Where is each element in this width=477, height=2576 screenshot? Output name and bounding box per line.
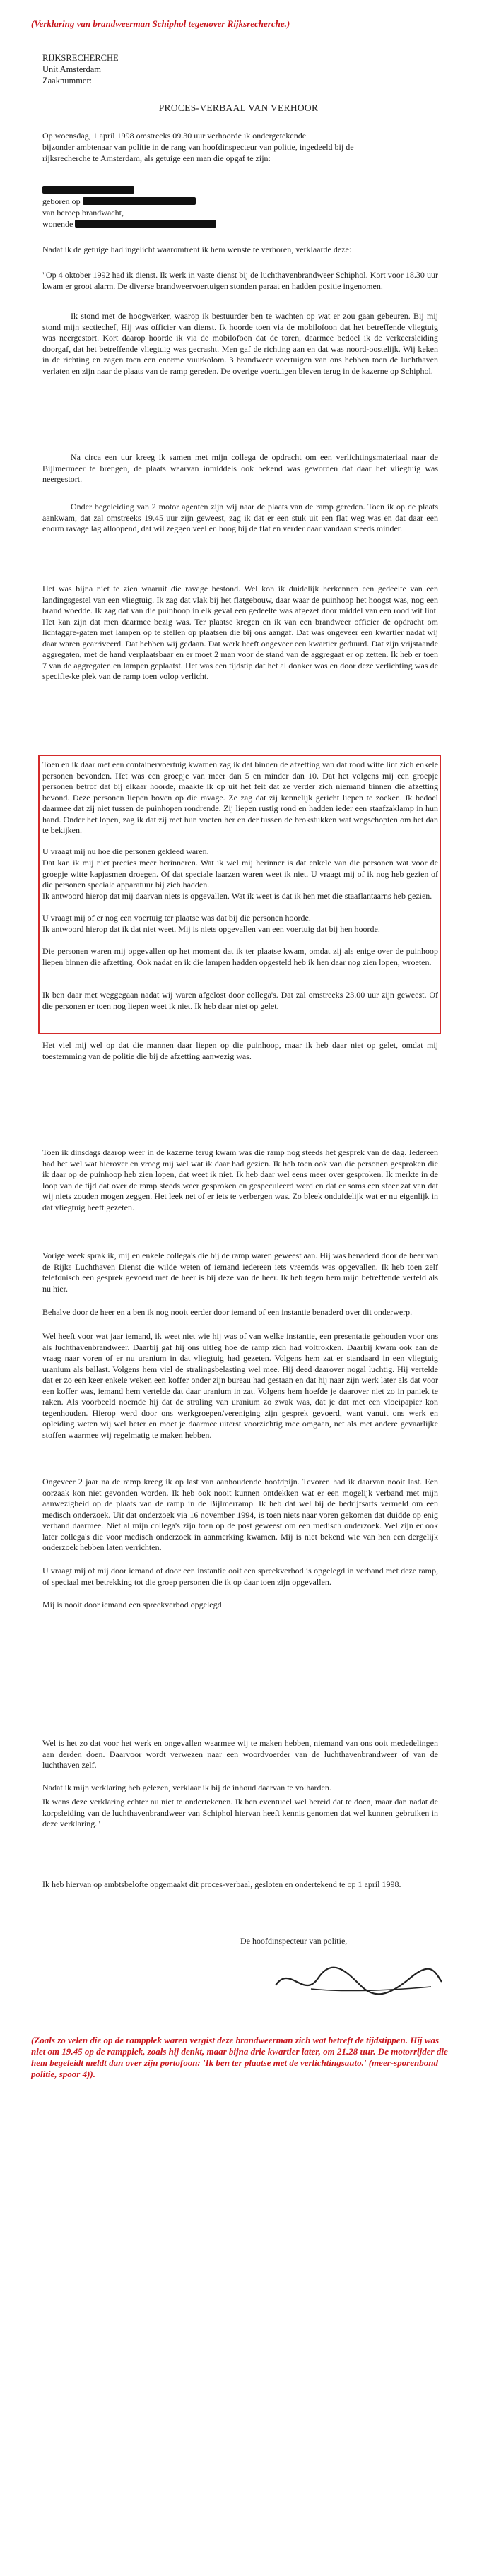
redaction-bar <box>42 185 134 196</box>
org-name: RIJKSRECHERCHE <box>42 53 119 63</box>
paragraph-12: Die personen waren mij opgevallen op het moment dat ik ter plaatse kwam, omdat zij als enige over de puinhoop liepen binnen die afzetting. Ook nadat en ik die lampen hadden opgesteld heb ik hen daar nog zien lopen, wroeten. <box>42 946 438 967</box>
paragraph-10: U vraagt mij of er nog een voertuig ter plaatse was dat bij die personen hoorde. <box>42 913 311 923</box>
paragraph-15: Toen ik dinsdags daarop weer in de kazerne terug kwam was die ramp nog steeds het gesprek van de dag. Iedereen had het wel wat hierover en vroeg mij wel wat ik daar had gezien. Ik heb toen ook van die personen gesproken die ik daar op de puinhoop heb zien lopen, dat weet ik niet. Ik heb daar wel eens meer over gesproken. Ik merkte in de loop van de tijd dat over de ramp steeds weer gesproken en gespeculeerd werd en dat er soms een sfeer zat van dat wij niets zouden mogen zeggen. Het leek net of er iets te verbergen was. Zo bleek onduidelijk wat er nu eigenlijk in dat vliegtuig heeft gezeten. <box>42 1147 438 1212</box>
intro-line-3: rijksrecherche te Amsterdam, als getuige een man die opgaf te zijn: <box>42 153 271 163</box>
paragraph-8: Dat kan ik mij niet precies meer herinneren. Wat ik wel mij herinner is dat enkele van die personen wat voor de groepje witte kapjasmen droegen. Of dat speciale laarzen waren weet ik niet. U vraagt mij of ik nog heb gezien of die personen speciale apparatuur bij zich hadden. <box>42 858 438 890</box>
paragraph-25: Ik heb hiervan op ambtsbelofte opgemaakt dit proces-verbaal, gesloten en ondertekend te op 1 april 1998. <box>42 1879 401 1889</box>
witness-occupation: van beroep brandwacht, <box>42 208 124 218</box>
paragraph-6: Toen en ik daar met een containervoertuig kwamen zag ik dat binnen de afzetting van dat rood witte lint zich enkele personen bevonden. Het was een groepje van meer dan 5 en minder dan 10. Dat het volgens mij een groepje personen betrof dat bij elkaar hoorde, maakte ik op uit het feit dat ze verder zich niemand binnen die afzetting bevond. Deze personen liepen boven op die ravage. Ze zag dat zij kennelijk gericht liepen te zoeken. Ik bedoel daarmee dat zij niet tussen de puinhopen rondrende. Zij liepen rustig rond en hadden ieder een staafzaklamp in hun hand. Onder het lopen, zag ik dat zij met hun voeten her en der tussen de brokstukken wat wegschopten om het dan te bekijken. <box>42 760 438 835</box>
top-annotation: (Verklaring van brandweerman Schiphol tegenover Rijksrecherche.) <box>31 18 290 29</box>
paragraph-5: Het was bijna niet te zien waaruit die ravage bestond. Wel kon ik duidelijk herkennen een gedeelte van een landingsgestel van een vliegtuig. Ik zag dat vlak bij het flatgebouw, daar waar de puinhoop het hoogst was, nog een brand woedde. Ik zag dat van die puinhoop in elk geval een gedeelte was afgezet door middel van een rood wit lint. Het kan zijn dat men daarmee bezig was. Ter plaatse kregen en ik van een brandweer officier de opdracht om lichtaggre-gaten met lampen op te stellen op plaatsen die bij ons aangaf. Dat was ongeveer een kwartier nadat wij daar waren gearriveerd. Dat hebben wij gedaan. Dat werk heeft ongeveer een kwartier geduurd. Dat zijn vrijstaande aggregaten, met de hand verplaatsbaar en er moet 2 man voor de stand van de aggregaat er op zetten. Ik heb er toen 7 van de aggregaten en lampen geplaatst. Het was een tijdstip dat het al donker was en door deze verlichting was de specifie-ke plek van de ramp toen volop verlicht. <box>42 584 438 681</box>
witness-residence: wonende <box>42 219 216 230</box>
paragraph-17: Behalve door de heer en a ben ik nog nooit eerder door iemand of een instantie benaderd over dit onderwerp. <box>42 1307 413 1317</box>
paragraph-9: Ik antwoord hierop dat mij daarvan niets is opgevallen. Wat ik weet is dat ik hen met die staaflantaarns heb gezien. <box>42 891 432 901</box>
paragraph-14: Het viel mij wel op dat die mannen daar liepen op die puinhoop, maar ik heb daar niet op gelet, omdat mij toestemming van de politie die bij de afzetting aanwezig was. <box>42 1040 438 1061</box>
paragraph-20: U vraagt mij of mij door iemand of door een instantie ooit een spreekverbod is opgelegd in verband met deze ramp, of speciaal met betrekking tot die groep personen die ik op daar toen zijn opgevallen. <box>42 1566 438 1587</box>
intro-line-1: Op woensdag, 1 april 1998 omstreeks 09.30 uur verhoorde ik ondergetekende <box>42 131 307 141</box>
bottom-annotation: (Zoals zo velen die op de rampplek waren vergist deze brandweerman zich wat betreft de tijdstippen. Hij was niet om 19.45 op de rampplek, zoals hij denkt, maar bijna drie kwartier later, om 21.28 uur. De motorrijder die hem begeleidt meldt dan over zijn portofoon: 'Ik ben ter plaatse met de verlichtingsauto.' (meer-sporenbond politie, spoor 4)). <box>31 2035 448 2079</box>
paragraph-19: Ongeveer 2 jaar na de ramp kreeg ik op last van aanhoudende hoofdpijn. Tevoren had ik daarvan nooit last. Een oorzaak kon niet gevonden worden. Ik heb ook nooit kunnen ontdekken wat er een mogelijk verband met mijn aanwezigheid op de plaats van de ramp in de Bijlmerramp. Ik heb dat wel bij de bedrijfsarts vermeld om een medisch onderzoek. Uit dat onderzoek via 16 november 1994, is toen niets naar voren gekomen dat duidde op enig verband daarmee. Niet al mijn collega's zijn toen op de post geweest om een medisch onderzoek. Wel zijn er ook later collega's die voor medisch onderzoek in aanmerking kwamen. Mij is niet bekend wie van hen een dergelijk onderzoek hebben laten verrichten. <box>42 1477 438 1552</box>
intro-line-2: bijzonder ambtenaar van politie in de rang van hoofdinspecteur van politie, ingedeeld bij de <box>42 142 354 152</box>
paragraph-21: Mij is nooit door iemand een spreekverbod opgelegd <box>42 1600 222 1609</box>
paragraph-3: Na circa een uur kreeg ik samen met mijn collega de opdracht om een verlichtingsmateriaal naar de Bijlmermeer te brengen, de plaats waarvan inmiddels ook bekend was geworden dat daar het vliegtuig was neergestort. <box>42 452 438 484</box>
signoff-title: De hoofdinspecteur van politie, <box>240 1936 348 1946</box>
case-number-label: Zaaknummer: <box>42 76 93 85</box>
paragraph-7: U vraagt mij nu hoe die personen gekleed waren. <box>42 846 209 856</box>
paragraph-24: Ik wens deze verklaring echter nu niet te ondertekenen. Ik ben eventueel wel bereid dat te doen, maar dan nadat de korpsleiding van de luchthavenbrandweer van Schiphol hiervan heeft kennis genomen dat wel kunnen gebruiken in deze verklaring." <box>42 1797 438 1828</box>
witness-born: geboren op <box>42 196 196 207</box>
paragraph-4: Onder begeleiding van 2 motor agenten zijn wij naar de plaats van de ramp gereden. Toen ik op de plaats aankwam, dat zal omstreeks 19.45 uur zijn geweest, zag ik dat er een stuk uit een flat weg was en dat daar een enorm ravage lag alloopend, dat wil zeggen veel en hoog bij de flat en verder daar vandaan steeds minder. <box>42 502 438 533</box>
paragraph-11: Ik antwoord hierop dat ik dat niet weet. Mij is niets opgevallen van een voertuig dat bij hen hoorde. <box>42 924 380 934</box>
paragraph-23: Nadat ik mijn verklaring heb gelezen, verklaar ik bij de inhoud daarvan te volharden. <box>42 1783 331 1792</box>
declaration: Nadat ik de getuige had ingelicht waaromtrent ik hem wenste te verhoren, verklaarde deze: <box>42 244 352 254</box>
paragraph-16: Vorige week sprak ik, mij en enkele collega's die bij de ramp waren geweest aan. Hij was benaderd door de heer van de Rijks Luchthaven Dienst die wilde weten of iemand iedereen iets vreemds was opgevallen. Ik heb toen zelf telefonisch een gesprek gevoerd met de heer is bij deze van de heer. Ik heb tegen hem mijn betreffende verteld als nu hier. <box>42 1251 438 1294</box>
unit-name: Unit Amsterdam <box>42 64 101 74</box>
paragraph-1: "Op 4 oktober 1992 had ik dienst. Ik werk in vaste dienst bij de luchthavenbrandweer Schiphol. Kort voor 18.30 uur kwam er groot alarm. De diverse brandweervoertuigen stonden paraat en hadden positie ingenomen. <box>42 270 438 291</box>
paragraph-22: Wel is het zo dat voor het werk en ongevallen waarmee wij te maken hebben, niemand van ons ooit mededelingen aan derden doen. Daarvoor wordt verwezen naar een woordvoerder van de luchthavenbrandweer of van de luchthaven zelf. <box>42 1738 438 1770</box>
paragraph-13: Ik ben daar met weggegaan nadat wij waren afgelost door collega's. Dat zal omstreeks 23.00 uur zijn geweest. Of die personen er toen nog liepen weet ik niet. Ik heb daar niet op gelet. <box>42 990 438 1011</box>
paragraph-18: Wel heeft voor wat jaar iemand, ik weet niet wie hij was of van welke instantie, een presentatie gehouden voor ons als luchthavenbrandweer. Daarbij gaf hij ons uitleg hoe de ramp zich had voltrokken. Daarbij kwam ook aan de vraag naar voren of er nu uranium in dat vliegtuig had gezeten. Volgens hem zat er standaard in een vliegtuig uranium als ballast. Volgens hem viel de stralingsbelasting wel mee. Hij deed daarover nogal luchtig. Hij vertelde dat er zo een keer enkele weken een koffer onder zijn bureau had gestaan en dat hij naar zijn werk later als dat voor een koffer was, iemand hem vertelde dat daar uranium in zat. Volgens hem hoefde je daarover niet zo in paniek te raken. Als voorbeeld noemde hij dat de straling van uranium zo zwak was, dat je dat met een vloeipapier kon tegenhouden. Hierop werd door ons werkgroepen/vereniging zijn gesprek gevoerd, want vanuit ons werk en opleiding weten wij wel beter en moet je daarmee uiterst voorzichtig mee omgaan, net als met andere gevaarlijke stoffen waarmee wij regelmatig te maken hebben. <box>42 1331 438 1440</box>
paragraph-2: Ik stond met de hoogwerker, waarop ik bestuurder ben te wachten op wat er zou gaan gebeuren. Bij mij stond mijn sectiechef, Hij was officier van dienst. Ik hoorde toen via de mobilofoon dat het betreffende vliegtuig was neergestort. Kort daarop hoorde ik via de mobilofoon dat de toren, daarmee bedoel ik de verkeersleiding doorgaf, dat het betreffende vliegtuig was gecrasht. Men gaf de richting aan en dat was noord-oostelijk. Wij keken in de richting en zagen toen een enorme vuurkolom. 3 brandweer voertuigen van ons hebben toen de luchthaven verlaten en zijn naar de plaats van de ramp gereden. De overige voertuigen bleven terug in de kazerne op Schiphol. <box>42 311 438 376</box>
document-title: PROCES-VERBAAL VAN VERHOOR <box>158 102 319 113</box>
signature <box>269 1957 445 2007</box>
